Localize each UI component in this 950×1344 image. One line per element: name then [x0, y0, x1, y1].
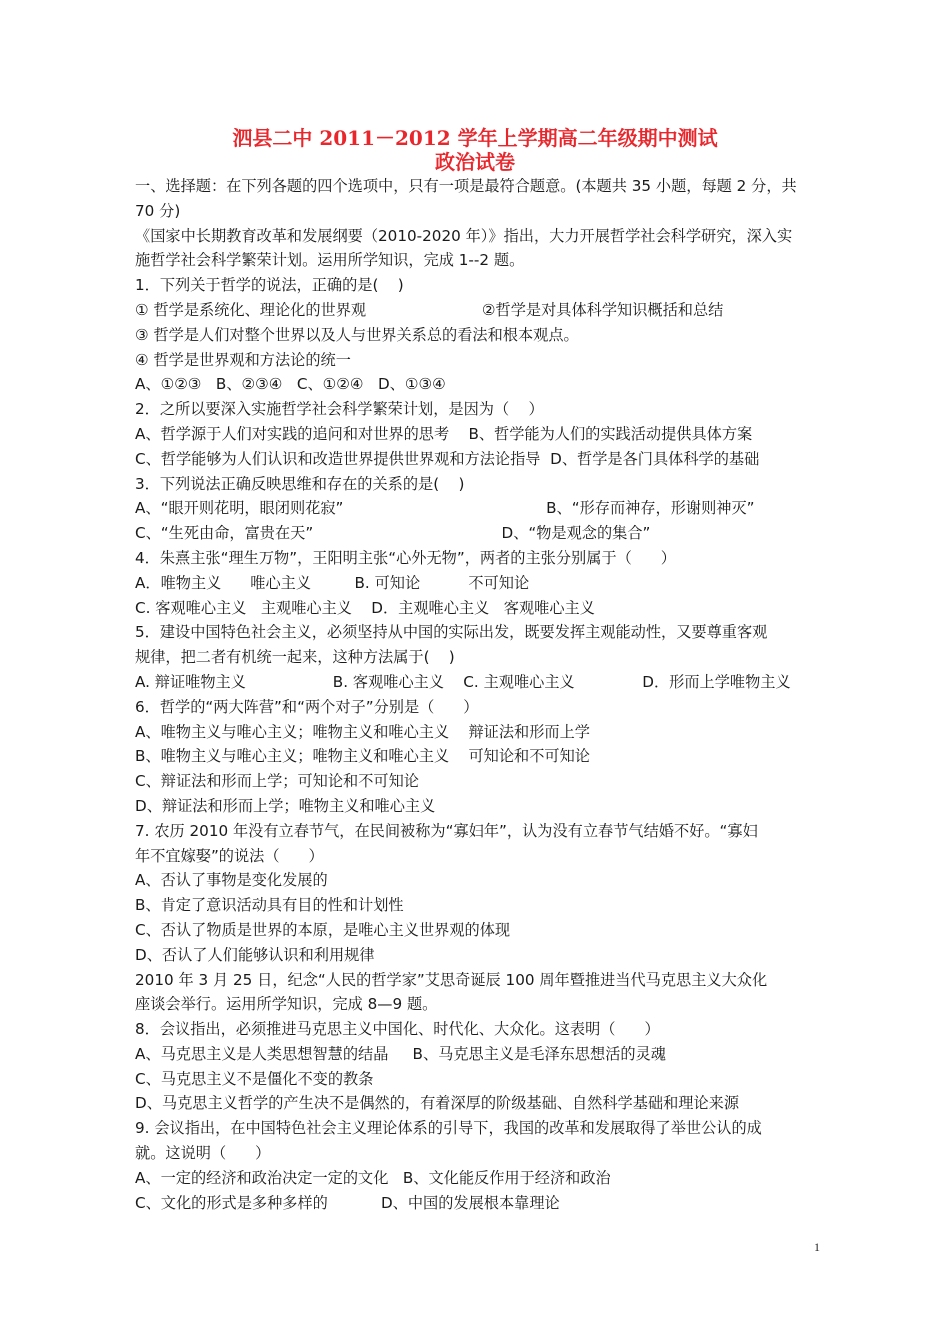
- text-line: 2．之所以要深入实施哲学社会科学繁荣计划，是因为（ ）: [135, 400, 544, 419]
- text-line: C、辩证法和形而上学；可知论和不可知论: [135, 772, 419, 791]
- page-number: 1: [814, 1240, 820, 1254]
- text-line: 《国家中长期教育改革和发展纲要（2010-2020 年）》指出，大力开展哲学社会科学研究，深入实: [135, 226, 793, 245]
- text-line: 一、选择题：在下列各题的四个选项中，只有一项是最符合题意。(本题共 35 小题，每题 2 分，共: [135, 177, 797, 195]
- text-line: A．唯物主义 唯心主义 B. 可知论 不可知论: [135, 573, 530, 592]
- text-line: ④ 哲学是世界观和方法论的统一: [135, 350, 351, 369]
- text-line: C、文化的形式是多种多样的 D、中国的发展根本靠理论: [135, 1193, 560, 1212]
- text-line: C、哲学能够为人们认识和改造世界提供世界观和方法论指导 D、哲学是各门具体科学的基础: [135, 449, 760, 468]
- text-line: 7. 农历 2010 年没有立春节气，在民间被称为“寡妇年”，认为没有立春节气结婚不好。“寡妇: [135, 821, 758, 840]
- text-line: A、否认了事物是变化发展的: [135, 871, 328, 890]
- text-line: A、哲学源于人们对实践的追问和对世界的思考 B、哲学能为人们的实践活动提供具体方案: [135, 424, 753, 443]
- text-line: B、肯定了意识活动具有目的性和计划性: [135, 896, 404, 915]
- text-line: A、唯物主义与唯心主义；唯物主义和唯心主义 辩证法和形而上学: [135, 722, 590, 741]
- text-line: 4．朱熹主张“理生万物”，王阳明主张“心外无物”，两者的主张分别属于（ ）: [135, 548, 676, 567]
- text-line: 1．下列关于哲学的说法，正确的是( ): [135, 276, 404, 295]
- question-body: [135, 174, 817, 1215]
- text-line: 3．下列说法正确反映思维和存在的关系的是( ): [135, 474, 465, 493]
- text-line: B、唯物主义与唯心主义；唯物主义和唯心主义 可知论和不可知论: [135, 747, 590, 766]
- text-line: 就。这说明（ ）: [135, 1144, 271, 1163]
- text-line: ③ 哲学是人们对整个世界以及人与世界关系总的看法和根本观点。: [135, 325, 579, 344]
- text-line: 规律，把二者有机统一起来，这种方法属于( ): [135, 648, 455, 667]
- text-line: 年不宜嫁娶”的说法（ ）: [135, 846, 324, 865]
- text-line: A、马克思主义是人类思想智慧的结晶 B、马克思主义是毛泽东思想活的灵魂: [135, 1044, 666, 1063]
- text-line: 9. 会议指出，在中国特色社会主义理论体系的引导下，我国的改革和发展取得了举世公认的成: [135, 1119, 762, 1138]
- text-line: C、“生死由命，富贵在天” D、“物是观念的集合”: [135, 524, 651, 543]
- text-line: D、辩证法和形而上学；唯物主义和唯心主义: [135, 796, 436, 815]
- text-line: 2010 年 3 月 25 日，纪念“人民的哲学家”艾思奇诞辰 100 周年暨推进当代马克思主义大众化: [135, 970, 768, 989]
- text-line: A、一定的经济和政治决定一定的文化 B、文化能反作用于经济和政治: [135, 1168, 611, 1187]
- text-line: 座谈会举行。运用所学知识，完成 8—9 题。: [135, 995, 438, 1014]
- exam-subtitle: 政治试卷: [435, 150, 515, 174]
- text-line: ① 哲学是系统化、理论化的世界观 ②哲学是对具体科学知识概括和总结: [135, 300, 724, 319]
- text-line: A、“眼开则花明，眼闭则花寂” B、“形存而神存，形谢则神灭”: [135, 499, 755, 518]
- text-line: 5．建设中国特色社会主义，必须坚持从中国的实际出发，既要发挥主观能动性，又要尊重客观: [135, 623, 768, 642]
- text-line: A、①②③ B、②③④ C、①②④ D、①③④: [135, 375, 446, 394]
- text-line: 施哲学社会科学繁荣计划。运用所学知识，完成 1--2 题。: [135, 251, 525, 270]
- text-line: C、否认了物质是世界的本原，是唯心主义世界观的体现: [135, 920, 511, 939]
- text-line: 8．会议指出，必须推进马克思主义中国化、时代化、大众化。这表明（ ）: [135, 1020, 660, 1039]
- text-line: D、否认了人们能够认识和利用规律: [135, 945, 375, 964]
- text-line: C、马克思主义不是僵化不变的教条: [135, 1069, 374, 1088]
- text-line: C. 客观唯心主义 主观唯心主义 D．主观唯心主义 客观唯心主义: [135, 598, 595, 617]
- exam-title: 泗县二中 2011－2012 学年上学期高二年级期中测试: [232, 126, 718, 150]
- text-line: 70 分): [135, 201, 181, 220]
- text-line: 6．哲学的“两大阵营”和“两个对子”分别是（ ）: [135, 697, 479, 716]
- text-line: A. 辩证唯物主义 B. 客观唯心主义 C. 主观唯心主义 D．形而上学唯物主义: [135, 672, 791, 691]
- text-line: D、马克思主义哲学的产生决不是偶然的，有着深厚的阶级基础、自然科学基础和理论来源: [135, 1094, 740, 1113]
